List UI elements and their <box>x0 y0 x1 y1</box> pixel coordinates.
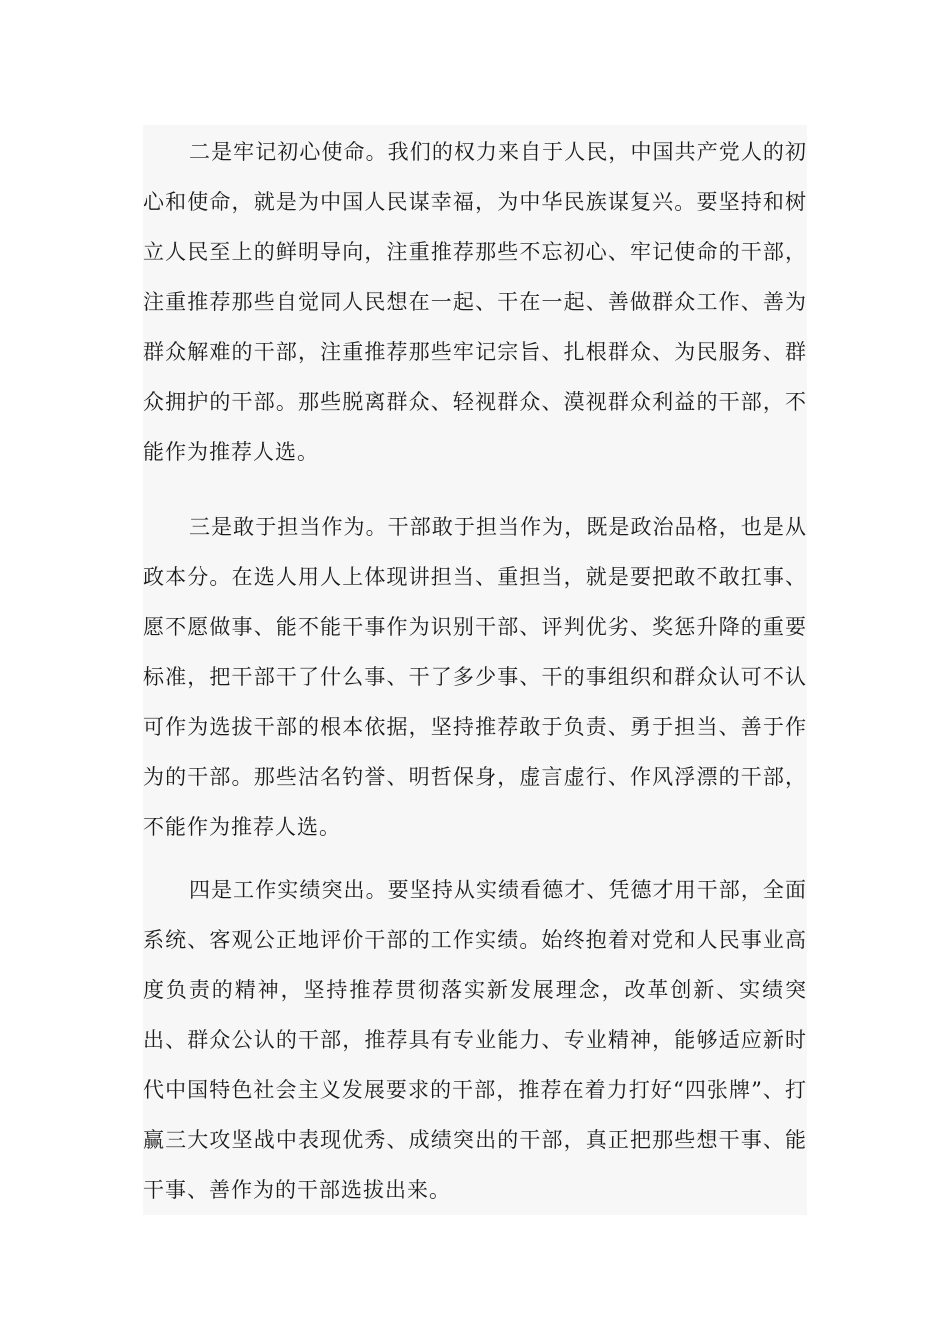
document-page <box>143 125 807 1215</box>
paragraph-2-stay-true-to-mission: 二是牢记初心使命。我们的权力来自于人民，中国共产党人的初心和使命，就是为中国人民谋幸福，为中华民族谋复兴。要坚持和树立人民至上的鲜明导向，注重推荐那些不忘初心、牢记使命的干部，注重推荐那些自觉同人民想在一起、干在一起、善做群众工作、善为群众解难的干部，注重推荐那些牢记宗旨、扎根群众、为民服务、群众拥护的干部。那些脱离群众、轻视群众、漠视群众利益的干部，不能作为推荐人选。 <box>143 140 807 464</box>
paragraph-3-dare-to-take-responsibility: 三是敢于担当作为。干部敢于担当作为，既是政治品格，也是从政本分。在选人用人上体现讲担当、重担当，就是要把敢不敢扛事、愿不愿做事、能不能干事作为识别干部、评判优劣、奖惩升降的重要标准，把干部干了什么事、干了多少事、干的事组织和群众认可不认可作为选拔干部的根本依据，坚持推荐敢于负责、勇于担当、善于作为的干部。那些沽名钓誉、明哲保身，虚言虚行、作风浮漂的干部，不能作为推荐人选。 <box>143 515 807 839</box>
paragraph-4-outstanding-work-performance: 四是工作实绩突出。要坚持从实绩看德才、凭德才用干部，全面系统、客观公正地评价干部的工作实绩。始终抱着对党和人民事业高度负责的精神，坚持推荐贯彻落实新发展理念，改革创新、实绩突出、群众公认的干部，推荐具有专业能力、专业精神，能够适应新时代中国特色社会主义发展要求的干部，推荐在着力打好“四张牌”、打赢三大攻坚战中表现优秀、成绩突出的干部，真正把那些想干事、能干事、善作为的干部选拔出来。 <box>143 878 807 1202</box>
